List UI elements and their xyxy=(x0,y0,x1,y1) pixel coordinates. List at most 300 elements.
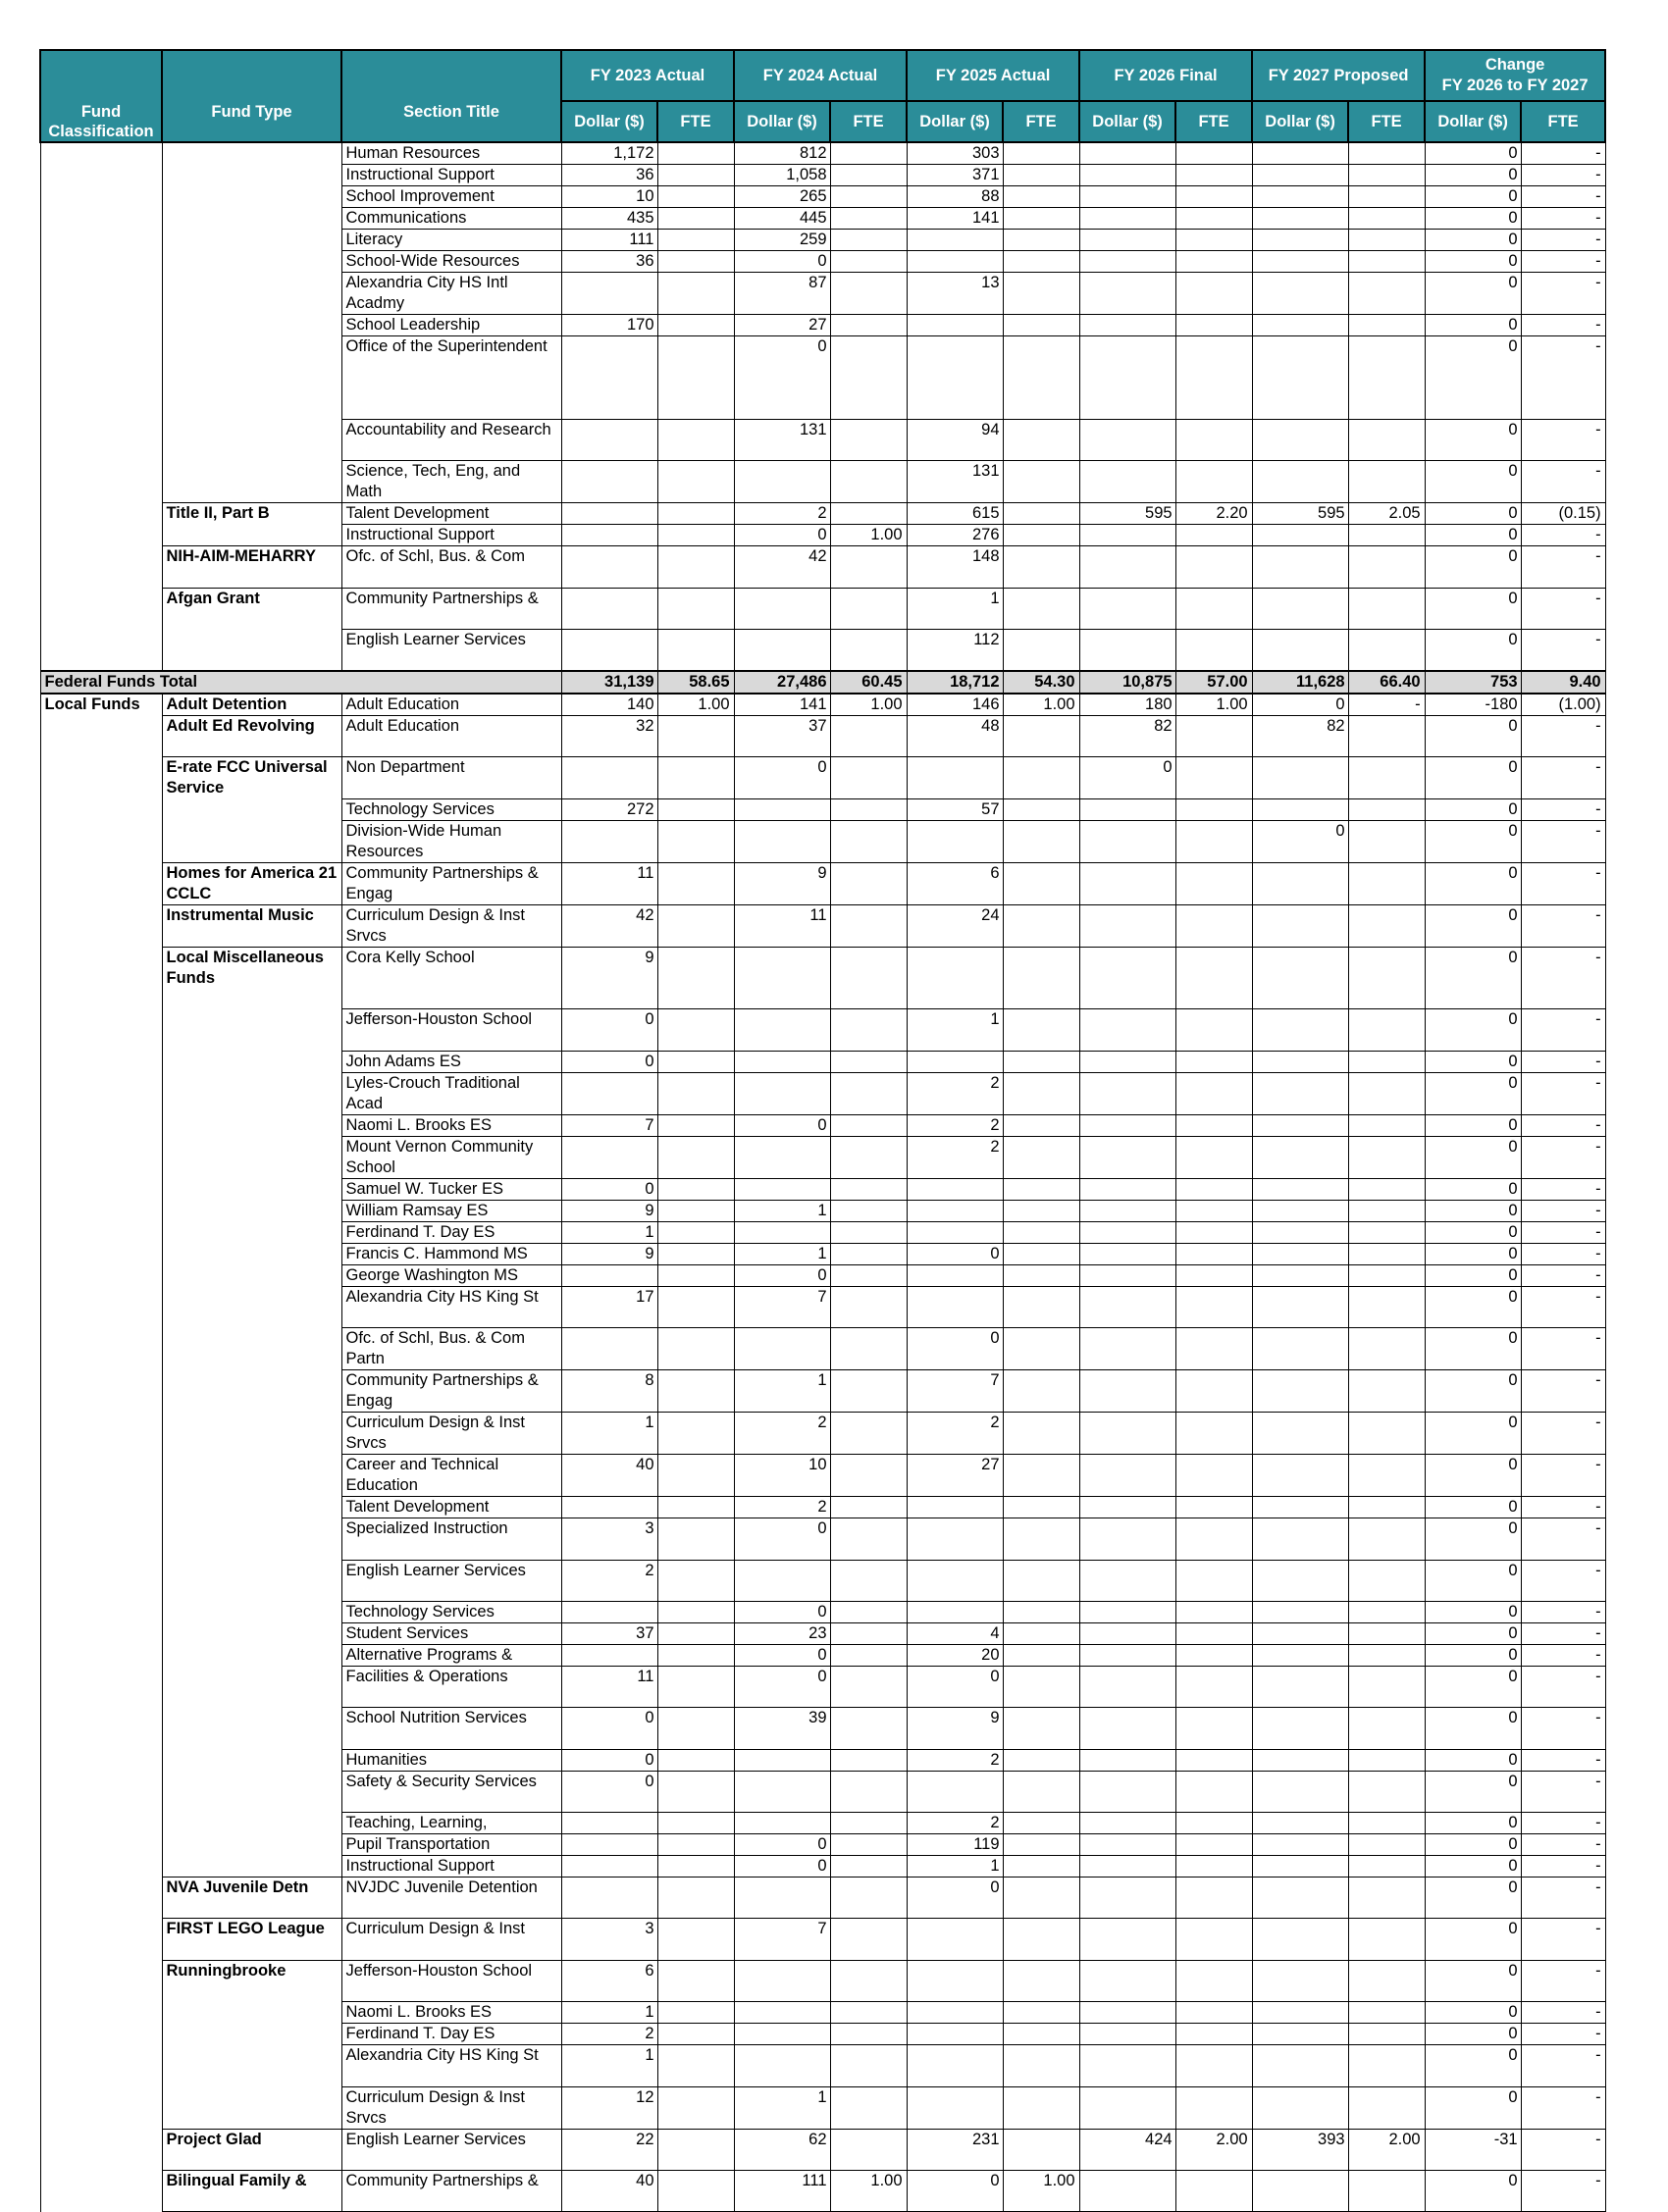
fte-cell xyxy=(657,1051,734,1072)
fte-cell xyxy=(1175,1051,1252,1072)
dollar-cell xyxy=(734,1813,830,1834)
dollar-cell xyxy=(734,798,830,820)
dollar-cell: 0 xyxy=(1425,2045,1521,2086)
dollar-cell xyxy=(1079,1051,1175,1072)
dollar-cell xyxy=(1079,798,1175,820)
fte-cell xyxy=(657,1009,734,1051)
fte-cell xyxy=(1175,1856,1252,1878)
section-title-cell: Non Department xyxy=(341,757,561,799)
fund-type-cell xyxy=(162,1834,341,1856)
fte-cell xyxy=(657,1666,734,1707)
dollar-cell xyxy=(561,1328,657,1370)
fte-cell: - xyxy=(1521,820,1605,862)
table-row xyxy=(40,525,1605,546)
fte-cell: - xyxy=(1521,1771,1605,1812)
dollar-cell xyxy=(1252,1834,1348,1856)
fte-cell: - xyxy=(1521,1264,1605,1286)
section-title-cell: Alexandria City HS King St xyxy=(341,1286,561,1327)
fte-cell: - xyxy=(1521,2002,1605,2024)
fte-cell xyxy=(830,1136,907,1178)
dollar-cell xyxy=(734,461,830,503)
table-row xyxy=(40,2002,1605,2024)
dollar-cell: 0 xyxy=(1425,251,1521,273)
dollar-cell xyxy=(1079,273,1175,315)
fte-header: FTE xyxy=(1175,101,1252,142)
dollar-cell: 36 xyxy=(561,251,657,273)
dollar-cell: 0 xyxy=(1425,315,1521,336)
fte-cell: - xyxy=(1521,1455,1605,1497)
fte-cell xyxy=(1348,546,1425,588)
table-row xyxy=(40,862,1605,904)
fte-cell xyxy=(830,862,907,904)
fte-cell xyxy=(1175,862,1252,904)
dollar-cell: 0 xyxy=(1425,1518,1521,1560)
fte-cell xyxy=(1175,1560,1252,1601)
dollar-cell xyxy=(1252,525,1348,546)
dollar-cell xyxy=(1079,1601,1175,1622)
dollar-cell: 0 xyxy=(1425,503,1521,525)
fte-cell: 58.65 xyxy=(657,671,734,694)
dollar-cell: 0 xyxy=(1425,1114,1521,1136)
fund-type-cell: Runningbrooke xyxy=(162,1960,341,2001)
dollar-cell xyxy=(1079,251,1175,273)
fte-cell xyxy=(1003,904,1079,947)
fte-cell xyxy=(1003,1749,1079,1771)
dollar-cell xyxy=(1252,904,1348,947)
section-title-cell: Cora Kelly School xyxy=(341,947,561,1009)
dollar-cell: 0 xyxy=(907,1243,1003,1264)
dollar-cell xyxy=(1252,1518,1348,1560)
fte-cell xyxy=(1348,1328,1425,1370)
fte-cell xyxy=(830,419,907,460)
table-row xyxy=(40,629,1605,670)
fte-cell xyxy=(657,1813,734,1834)
fund-type-cell: NVA Juvenile Detn xyxy=(162,1878,341,1919)
fte-header: FTE xyxy=(1521,101,1605,142)
fund-classification-cell xyxy=(40,525,162,546)
fte-cell xyxy=(830,1264,907,1286)
dollar-cell xyxy=(907,1051,1003,1072)
fund-classification-cell xyxy=(40,1286,162,1327)
fte-cell xyxy=(1003,1960,1079,2001)
fte-cell xyxy=(830,1200,907,1221)
dollar-cell: 0 xyxy=(1425,2171,1521,2212)
fte-cell xyxy=(1003,1114,1079,1136)
dollar-cell: 753 xyxy=(1425,671,1521,694)
dollar-cell: 11 xyxy=(561,862,657,904)
fte-cell: - xyxy=(1521,1072,1605,1114)
dollar-cell xyxy=(907,315,1003,336)
table-row xyxy=(40,1286,1605,1327)
table-row xyxy=(40,1601,1605,1622)
fte-cell: - xyxy=(1521,165,1605,186)
dollar-cell xyxy=(734,947,830,1009)
table-row xyxy=(40,1878,1605,1919)
dollar-cell: 595 xyxy=(1079,503,1175,525)
fte-cell xyxy=(1003,1856,1079,1878)
dollar-cell: 0 xyxy=(1425,1051,1521,1072)
dollar-cell xyxy=(734,2002,830,2024)
table-row xyxy=(40,1708,1605,1749)
fte-cell xyxy=(1175,947,1252,1009)
dollar-cell: 2 xyxy=(907,1114,1003,1136)
dollar-cell: 119 xyxy=(907,1834,1003,1856)
section-title-cell: School Improvement xyxy=(341,186,561,208)
table-row xyxy=(40,904,1605,947)
fte-cell xyxy=(1003,588,1079,629)
fte-cell xyxy=(830,1960,907,2001)
section-title-cell: Career and Technical Education xyxy=(341,1455,561,1497)
fund-type-cell: Afgan Grant xyxy=(162,588,341,629)
fte-cell xyxy=(1348,208,1425,230)
fund-type-cell: Local Miscellaneous Funds xyxy=(162,947,341,1009)
fte-header: FTE xyxy=(1003,101,1079,142)
table-row xyxy=(40,336,1605,420)
fte-cell: (0.15) xyxy=(1521,503,1605,525)
fte-cell xyxy=(657,1644,734,1666)
dollar-cell xyxy=(1252,1221,1348,1243)
dollar-cell xyxy=(1079,1771,1175,1812)
dollar-cell: 435 xyxy=(561,208,657,230)
period-header-fy2023: FY 2023 Actual xyxy=(561,50,734,101)
dollar-cell: 82 xyxy=(1252,715,1348,756)
dollar-cell xyxy=(1252,1286,1348,1327)
dollar-cell: 0 xyxy=(1252,694,1348,716)
dollar-cell: 0 xyxy=(561,1708,657,1749)
fund-type-cell xyxy=(162,315,341,336)
fund-classification-cell xyxy=(40,336,162,420)
section-title-cell: Community Partnerships & xyxy=(341,2171,561,2212)
dollar-cell xyxy=(1079,1518,1175,1560)
section-title-cell: Literacy xyxy=(341,230,561,251)
fte-cell: 2.00 xyxy=(1348,2129,1425,2170)
dollar-cell xyxy=(1079,1644,1175,1666)
fte-cell xyxy=(657,419,734,460)
table-row xyxy=(40,1455,1605,1497)
dollar-cell: 7 xyxy=(907,1370,1003,1413)
fte-cell xyxy=(657,503,734,525)
fund-classification-cell xyxy=(40,1114,162,1136)
dollar-cell xyxy=(907,757,1003,799)
dollar-cell xyxy=(1252,629,1348,670)
fte-cell xyxy=(1003,1834,1079,1856)
fte-cell xyxy=(1175,1243,1252,1264)
dollar-cell xyxy=(907,1286,1003,1327)
table-row xyxy=(40,419,1605,460)
fte-cell: - xyxy=(1521,2086,1605,2129)
fte-cell xyxy=(657,2002,734,2024)
section-title-cell: Talent Development xyxy=(341,503,561,525)
fte-cell xyxy=(830,629,907,670)
fte-cell xyxy=(1175,1601,1252,1622)
fte-cell xyxy=(1175,186,1252,208)
fund-type-cell xyxy=(162,1009,341,1051)
fte-cell xyxy=(657,588,734,629)
dollar-cell: 180 xyxy=(1079,694,1175,716)
dollar-cell xyxy=(1079,461,1175,503)
dollar-header: Dollar ($) xyxy=(1425,101,1521,142)
dollar-cell: 1 xyxy=(907,1009,1003,1051)
fte-cell xyxy=(657,1749,734,1771)
dollar-cell xyxy=(907,1960,1003,2001)
fte-cell: - xyxy=(1521,1749,1605,1771)
dollar-cell xyxy=(1079,1856,1175,1878)
dollar-cell: 9 xyxy=(734,862,830,904)
fte-cell: - xyxy=(1521,1708,1605,1749)
fte-cell xyxy=(1348,1051,1425,1072)
section-title-cell: Ofc. of Schl, Bus. & Com Partn xyxy=(341,1328,561,1370)
dollar-cell xyxy=(1079,2045,1175,2086)
fte-cell: - xyxy=(1521,1243,1605,1264)
dollar-cell xyxy=(1079,315,1175,336)
fund-type-cell: E-rate FCC Universal Service xyxy=(162,757,341,799)
fte-cell xyxy=(1175,2086,1252,2129)
fte-cell xyxy=(657,1622,734,1644)
fte-cell xyxy=(830,2086,907,2129)
fte-cell xyxy=(657,904,734,947)
dollar-cell: 0 xyxy=(1425,525,1521,546)
dollar-cell: 0 xyxy=(1425,1622,1521,1644)
fte-cell xyxy=(1003,142,1079,165)
fte-cell xyxy=(1175,1813,1252,1834)
dollar-cell xyxy=(1079,1221,1175,1243)
dollar-cell xyxy=(907,2086,1003,2129)
fte-cell xyxy=(830,1518,907,1560)
fte-cell xyxy=(657,1834,734,1856)
fte-cell xyxy=(1003,1200,1079,1221)
fte-cell xyxy=(1175,273,1252,315)
dollar-cell xyxy=(1079,1072,1175,1114)
dollar-cell: 2 xyxy=(907,1813,1003,1834)
dollar-cell: 111 xyxy=(734,2171,830,2212)
table-row xyxy=(40,1051,1605,1072)
dollar-cell xyxy=(1252,2045,1348,2086)
dollar-cell xyxy=(1252,1771,1348,1812)
dollar-cell xyxy=(561,461,657,503)
dollar-cell: 3 xyxy=(561,1518,657,1560)
table-row xyxy=(40,546,1605,588)
dollar-cell xyxy=(561,546,657,588)
fte-cell xyxy=(830,2129,907,2170)
fte-cell: 2.05 xyxy=(1348,503,1425,525)
fte-cell xyxy=(1003,1264,1079,1286)
dollar-cell: 0 xyxy=(1425,142,1521,165)
dollar-cell xyxy=(1252,142,1348,165)
dollar-cell: 0 xyxy=(1425,904,1521,947)
dollar-cell: 23 xyxy=(734,1622,830,1644)
fund-type-cell xyxy=(162,186,341,208)
table-row xyxy=(40,1178,1605,1200)
fte-cell xyxy=(1348,2045,1425,2086)
table-row xyxy=(40,1834,1605,1856)
fund-classification-cell xyxy=(40,1708,162,1749)
dollar-cell: 272 xyxy=(561,798,657,820)
fte-cell xyxy=(1348,1370,1425,1413)
fte-cell xyxy=(1175,1919,1252,1960)
dollar-cell xyxy=(561,1856,657,1878)
fte-cell: 66.40 xyxy=(1348,671,1425,694)
fte-cell: 1.00 xyxy=(830,694,907,716)
fund-classification-cell xyxy=(40,461,162,503)
dollar-cell xyxy=(1079,1497,1175,1518)
dollar-cell xyxy=(1079,1243,1175,1264)
dollar-cell xyxy=(1079,1264,1175,1286)
fund-type-cell xyxy=(162,1622,341,1644)
table-row xyxy=(40,315,1605,336)
fte-cell xyxy=(657,336,734,420)
fte-cell xyxy=(1348,2002,1425,2024)
fte-cell xyxy=(1348,1560,1425,1601)
fte-cell xyxy=(830,798,907,820)
section-title-cell: Alexandria City HS King St xyxy=(341,2045,561,2086)
fund-classification-cell xyxy=(40,1518,162,1560)
dollar-cell xyxy=(907,1497,1003,1518)
dollar-cell: 445 xyxy=(734,208,830,230)
dollar-cell xyxy=(561,1878,657,1919)
fte-cell xyxy=(1348,525,1425,546)
table-row xyxy=(40,1243,1605,1264)
fte-cell xyxy=(657,1114,734,1136)
dollar-cell xyxy=(1252,273,1348,315)
fte-cell xyxy=(657,1286,734,1327)
dollar-cell: 170 xyxy=(561,315,657,336)
section-title-cell: School Leadership xyxy=(341,315,561,336)
section-title-cell: Instructional Support xyxy=(341,1856,561,1878)
fte-cell: - xyxy=(1521,1601,1605,1622)
fte-cell xyxy=(1175,757,1252,799)
fte-cell xyxy=(1003,1370,1079,1413)
dollar-cell xyxy=(1252,1666,1348,1707)
dollar-cell: 276 xyxy=(907,525,1003,546)
table-row xyxy=(40,461,1605,503)
dollar-cell: 0 xyxy=(1425,1834,1521,1856)
fte-cell: 1.00 xyxy=(1003,694,1079,716)
dollar-cell xyxy=(561,1601,657,1622)
dollar-cell xyxy=(907,1601,1003,1622)
fte-cell xyxy=(657,1455,734,1497)
fte-cell: - xyxy=(1521,1200,1605,1221)
fte-cell xyxy=(830,251,907,273)
fte-cell xyxy=(657,2129,734,2170)
dollar-cell xyxy=(1079,1370,1175,1413)
fte-cell xyxy=(1003,186,1079,208)
dollar-cell xyxy=(907,820,1003,862)
fte-cell xyxy=(830,336,907,420)
fte-cell xyxy=(830,1601,907,1622)
fte-cell: - xyxy=(1521,1178,1605,1200)
dollar-cell xyxy=(1079,142,1175,165)
fte-cell: - xyxy=(1521,588,1605,629)
table-row xyxy=(40,1518,1605,1560)
fte-cell: - xyxy=(1521,1644,1605,1666)
fund-type-cell: Project Glad xyxy=(162,2129,341,2170)
section-title-cell: Naomi L. Brooks ES xyxy=(341,1114,561,1136)
fte-cell xyxy=(1175,1264,1252,1286)
dollar-cell xyxy=(1252,1455,1348,1497)
dollar-cell: 0 xyxy=(1425,629,1521,670)
dollar-cell: 9 xyxy=(561,1200,657,1221)
dollar-cell xyxy=(734,1749,830,1771)
table-row xyxy=(40,1560,1605,1601)
fte-cell xyxy=(1348,273,1425,315)
fund-type-cell: Adult Detention xyxy=(162,694,341,716)
dollar-cell: 0 xyxy=(1425,208,1521,230)
dollar-cell: 1,172 xyxy=(561,142,657,165)
fte-cell xyxy=(1003,419,1079,460)
fund-type-cell xyxy=(162,525,341,546)
fund-type-cell xyxy=(162,1370,341,1413)
table-row xyxy=(40,1856,1605,1878)
fund-type-cell xyxy=(162,1560,341,1601)
dollar-cell: 0 xyxy=(1425,1243,1521,1264)
fte-cell: - xyxy=(1521,208,1605,230)
table-row xyxy=(40,2171,1605,2212)
dollar-cell xyxy=(1252,757,1348,799)
fund-type-cell xyxy=(162,1518,341,1560)
fte-cell xyxy=(1003,2086,1079,2129)
fte-cell: - xyxy=(1521,1518,1605,1560)
fund-classification-cell xyxy=(40,715,162,756)
fte-cell xyxy=(1348,820,1425,862)
fund-classification-cell xyxy=(40,1178,162,1200)
fte-cell xyxy=(1348,1622,1425,1644)
fte-cell: - xyxy=(1521,2171,1605,2212)
fte-cell xyxy=(1348,862,1425,904)
fund-classification-cell xyxy=(40,1960,162,2001)
fte-cell xyxy=(830,1009,907,1051)
dollar-cell xyxy=(1079,820,1175,862)
dollar-cell xyxy=(1252,1749,1348,1771)
fte-cell: - xyxy=(1521,798,1605,820)
table-row xyxy=(40,1200,1605,1221)
fund-classification-cell xyxy=(40,798,162,820)
table-row xyxy=(40,1370,1605,1413)
fund-type-cell xyxy=(162,1286,341,1327)
dollar-cell: 0 xyxy=(1425,1771,1521,1812)
fte-header: FTE xyxy=(657,101,734,142)
table-row xyxy=(40,1919,1605,1960)
fund-type-cell xyxy=(162,2024,341,2045)
fte-cell xyxy=(1175,1114,1252,1136)
table-row xyxy=(40,142,1605,165)
dollar-cell xyxy=(1252,1960,1348,2001)
section-title-cell: John Adams ES xyxy=(341,1051,561,1072)
dollar-cell: 0 xyxy=(1425,1286,1521,1327)
fte-cell xyxy=(1348,1856,1425,1878)
dollar-cell: 0 xyxy=(1425,1221,1521,1243)
dollar-cell xyxy=(561,1644,657,1666)
section-title-cell: NVJDC Juvenile Detention xyxy=(341,1878,561,1919)
fte-cell xyxy=(657,2045,734,2086)
fte-cell xyxy=(830,1560,907,1601)
dollar-cell xyxy=(1252,1243,1348,1264)
fte-cell xyxy=(830,315,907,336)
fund-classification-cell xyxy=(40,1878,162,1919)
table-row xyxy=(40,2024,1605,2045)
dollar-cell: 2 xyxy=(734,503,830,525)
dollar-cell xyxy=(907,1221,1003,1243)
table-row xyxy=(40,694,1605,716)
fte-cell: - xyxy=(1521,1878,1605,1919)
fte-cell xyxy=(1175,2045,1252,2086)
fte-cell xyxy=(657,629,734,670)
fte-cell xyxy=(1175,2002,1252,2024)
dollar-cell: 0 xyxy=(1425,1072,1521,1114)
dollar-cell: 11 xyxy=(561,1666,657,1707)
dollar-cell xyxy=(1079,1919,1175,1960)
dollar-cell xyxy=(1079,336,1175,420)
fte-cell: - xyxy=(1521,546,1605,588)
